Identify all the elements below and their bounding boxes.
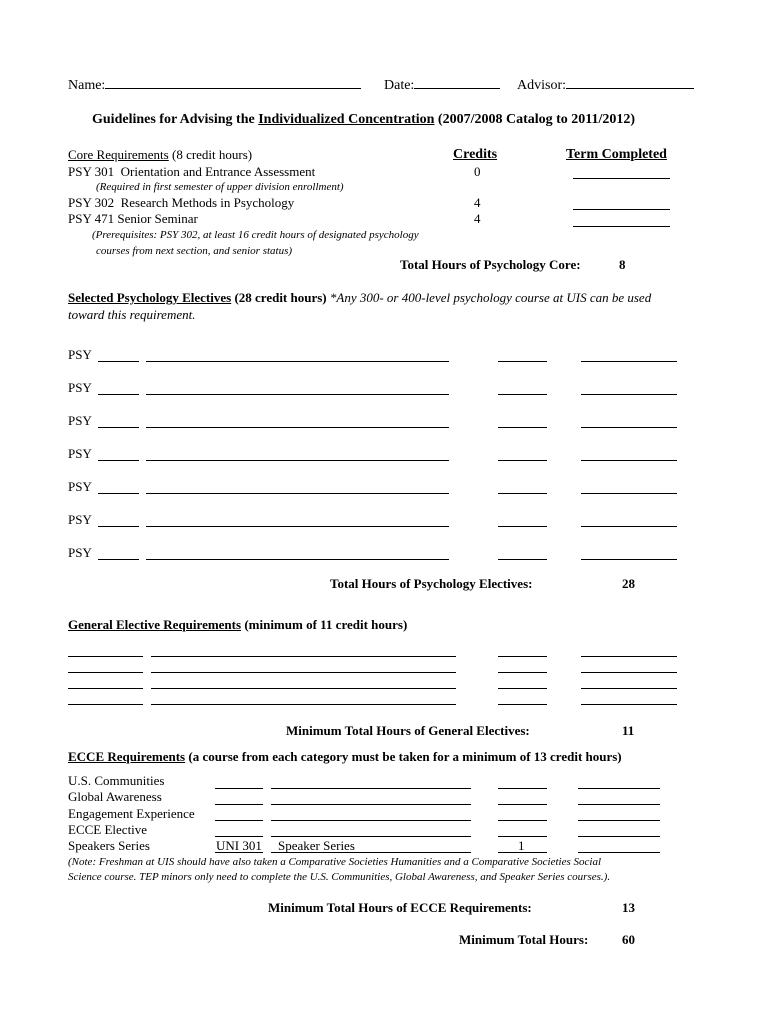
ecce-category: Global Awareness bbox=[68, 789, 162, 804]
elective-course-title-blank[interactable] bbox=[146, 493, 449, 494]
core-course-credits: 4 bbox=[474, 211, 481, 226]
ecce-term-blank[interactable] bbox=[578, 804, 660, 805]
advisor-label: Advisor: bbox=[517, 78, 566, 93]
elective-course-title-blank[interactable] bbox=[146, 526, 449, 527]
elective-course-number-blank[interactable] bbox=[98, 394, 139, 395]
elective-credits-blank[interactable] bbox=[498, 361, 547, 362]
elective-course-number-blank[interactable] bbox=[98, 526, 139, 527]
elective-course-number-blank[interactable] bbox=[98, 460, 139, 461]
core-course-credits: 4 bbox=[474, 195, 481, 210]
ecce-title-blank[interactable] bbox=[271, 836, 471, 837]
elective-term-blank[interactable] bbox=[581, 493, 677, 494]
electives-total-label: Total Hours of Psychology Electives: bbox=[330, 576, 533, 591]
elective-row-prefix: PSY bbox=[68, 479, 92, 494]
elective-term-blank[interactable] bbox=[581, 460, 677, 461]
general-course-blank[interactable] bbox=[68, 688, 143, 689]
ecce-category: ECCE Elective bbox=[68, 822, 148, 837]
elective-course-number-blank[interactable] bbox=[98, 559, 139, 560]
core-total-value: 8 bbox=[619, 257, 626, 272]
elective-credits-blank[interactable] bbox=[498, 526, 547, 527]
term-completed-header: Term Completed bbox=[566, 147, 667, 162]
date-label: Date: bbox=[384, 78, 415, 93]
name-label: Name: bbox=[68, 78, 106, 93]
general-heading: General Elective Requirements (minimum of 11 credit hours) bbox=[68, 617, 408, 632]
general-title-blank[interactable] bbox=[151, 704, 456, 705]
elective-credits-blank[interactable] bbox=[498, 427, 547, 428]
ecce-credits-blank[interactable] bbox=[498, 836, 547, 837]
ecce-category: Speakers Series bbox=[68, 838, 150, 853]
ecce-title-blank[interactable] bbox=[271, 804, 471, 805]
general-title-blank[interactable] bbox=[151, 672, 456, 673]
electives-heading: Selected Psychology Electives (28 credit hours) *Any 300- or 400-level psychology course at UIS can be used bbox=[68, 290, 652, 305]
core-note-471-line1: (Prerequisites: PSY 302, at least 16 credit hours of designated psychology bbox=[92, 229, 419, 241]
general-course-blank[interactable] bbox=[68, 704, 143, 705]
ecce-title-blank[interactable] bbox=[271, 820, 471, 821]
ecce-credits-blank[interactable] bbox=[498, 820, 547, 821]
ecce-category: U.S. Communities bbox=[68, 773, 165, 788]
elective-course-title-blank[interactable] bbox=[146, 460, 449, 461]
ecce-credits-blank[interactable] bbox=[498, 788, 547, 789]
general-course-blank[interactable] bbox=[68, 672, 143, 673]
elective-course-title-blank[interactable] bbox=[146, 361, 449, 362]
elective-credits-blank[interactable] bbox=[498, 394, 547, 395]
electives-total-value: 28 bbox=[622, 576, 635, 591]
elective-course-title-blank[interactable] bbox=[146, 394, 449, 395]
speakers-title: Speaker Series bbox=[278, 838, 355, 853]
elective-term-blank[interactable] bbox=[581, 361, 677, 362]
general-total-value: 11 bbox=[622, 723, 635, 738]
elective-credits-blank[interactable] bbox=[498, 559, 547, 560]
ecce-term-blank[interactable] bbox=[578, 836, 660, 837]
electives-note-line2: toward this requirement. bbox=[68, 307, 196, 322]
general-term-blank[interactable] bbox=[581, 656, 677, 657]
elective-term-blank[interactable] bbox=[581, 427, 677, 428]
elective-course-number-blank[interactable] bbox=[98, 427, 139, 428]
core-course-name: PSY 471 Senior Seminar bbox=[68, 211, 198, 226]
ecce-note-line2: Science course. TEP minors only need to complete the U.S. Communities, Global Awareness, and Speaker Series courses.). bbox=[68, 871, 611, 883]
speakers-credits: 1 bbox=[518, 838, 525, 853]
grand-total-label: Minimum Total Hours: bbox=[459, 932, 589, 947]
ecce-note-line1: (Note: Freshman at UIS should have also taken a Comparative Societies Humanities and a Comparative Societies Social bbox=[68, 856, 602, 868]
elective-term-blank[interactable] bbox=[581, 559, 677, 560]
elective-row-prefix: PSY bbox=[68, 545, 92, 560]
general-credits-blank[interactable] bbox=[498, 688, 547, 689]
elective-term-blank[interactable] bbox=[581, 526, 677, 527]
core-course-name: PSY 301 Orientation and Entrance Assessment bbox=[68, 164, 316, 179]
elective-course-title-blank[interactable] bbox=[146, 559, 449, 560]
ecce-course-blank[interactable] bbox=[215, 804, 263, 805]
grand-total-value: 60 bbox=[622, 932, 635, 947]
term-blank[interactable] bbox=[573, 209, 670, 210]
elective-course-number-blank[interactable] bbox=[98, 493, 139, 494]
elective-credits-blank[interactable] bbox=[498, 460, 547, 461]
ecce-course-blank[interactable] bbox=[215, 836, 263, 837]
elective-course-title-blank[interactable] bbox=[146, 427, 449, 428]
general-term-blank[interactable] bbox=[581, 672, 677, 673]
ecce-title-blank[interactable] bbox=[271, 788, 471, 789]
elective-course-number-blank[interactable] bbox=[98, 361, 139, 362]
advisor-field[interactable] bbox=[517, 76, 694, 94]
general-course-blank[interactable] bbox=[68, 656, 143, 657]
elective-row-prefix: PSY bbox=[68, 512, 92, 527]
general-term-blank[interactable] bbox=[581, 704, 677, 705]
date-field[interactable] bbox=[384, 76, 500, 94]
term-blank[interactable] bbox=[573, 226, 670, 227]
credits-header: Credits bbox=[453, 147, 498, 162]
ecce-term-blank[interactable] bbox=[578, 852, 660, 853]
ecce-term-blank[interactable] bbox=[578, 788, 660, 789]
core-course-credits: 0 bbox=[474, 164, 481, 179]
elective-row-prefix: PSY bbox=[68, 413, 92, 428]
general-term-blank[interactable] bbox=[581, 688, 677, 689]
general-credits-blank[interactable] bbox=[498, 656, 547, 657]
elective-row-prefix: PSY bbox=[68, 380, 92, 395]
general-total-label: Minimum Total Hours of General Electives: bbox=[286, 723, 530, 738]
general-title-blank[interactable] bbox=[151, 656, 456, 657]
core-heading: Core Requirements (8 credit hours) bbox=[68, 147, 253, 162]
elective-term-blank[interactable] bbox=[581, 394, 677, 395]
general-credits-blank[interactable] bbox=[498, 672, 547, 673]
ecce-credits-blank[interactable] bbox=[498, 804, 547, 805]
page-title: Guidelines for Advising the Individualized Concentration (2007/2008 Catalog to 2011/2012) bbox=[92, 112, 636, 127]
name-field[interactable] bbox=[68, 76, 361, 94]
ecce-course-blank[interactable] bbox=[215, 820, 263, 821]
general-credits-blank[interactable] bbox=[498, 704, 547, 705]
ecce-total-label: Minimum Total Hours of ECCE Requirements: bbox=[268, 900, 532, 915]
elective-row-prefix: PSY bbox=[68, 347, 92, 362]
core-course-name: PSY 302 Research Methods in Psychology bbox=[68, 195, 295, 210]
ecce-heading: ECCE Requirements (a course from each category must be taken for a minimum of 13 credit hours) bbox=[68, 749, 622, 764]
core-note-301: (Required in first semester of upper division enrollment) bbox=[96, 181, 344, 193]
ecce-course-blank[interactable] bbox=[215, 788, 263, 789]
elective-credits-blank[interactable] bbox=[498, 493, 547, 494]
ecce-category: Engagement Experience bbox=[68, 806, 195, 821]
ecce-total-value: 13 bbox=[622, 900, 635, 915]
core-note-471-line2: courses from next section, and senior status) bbox=[96, 245, 293, 257]
core-total-label: Total Hours of Psychology Core: bbox=[400, 257, 581, 272]
elective-row-prefix: PSY bbox=[68, 446, 92, 461]
speakers-course: UNI 301 bbox=[216, 838, 262, 853]
term-blank[interactable] bbox=[573, 178, 670, 179]
general-title-blank[interactable] bbox=[151, 688, 456, 689]
ecce-term-blank[interactable] bbox=[578, 820, 660, 821]
